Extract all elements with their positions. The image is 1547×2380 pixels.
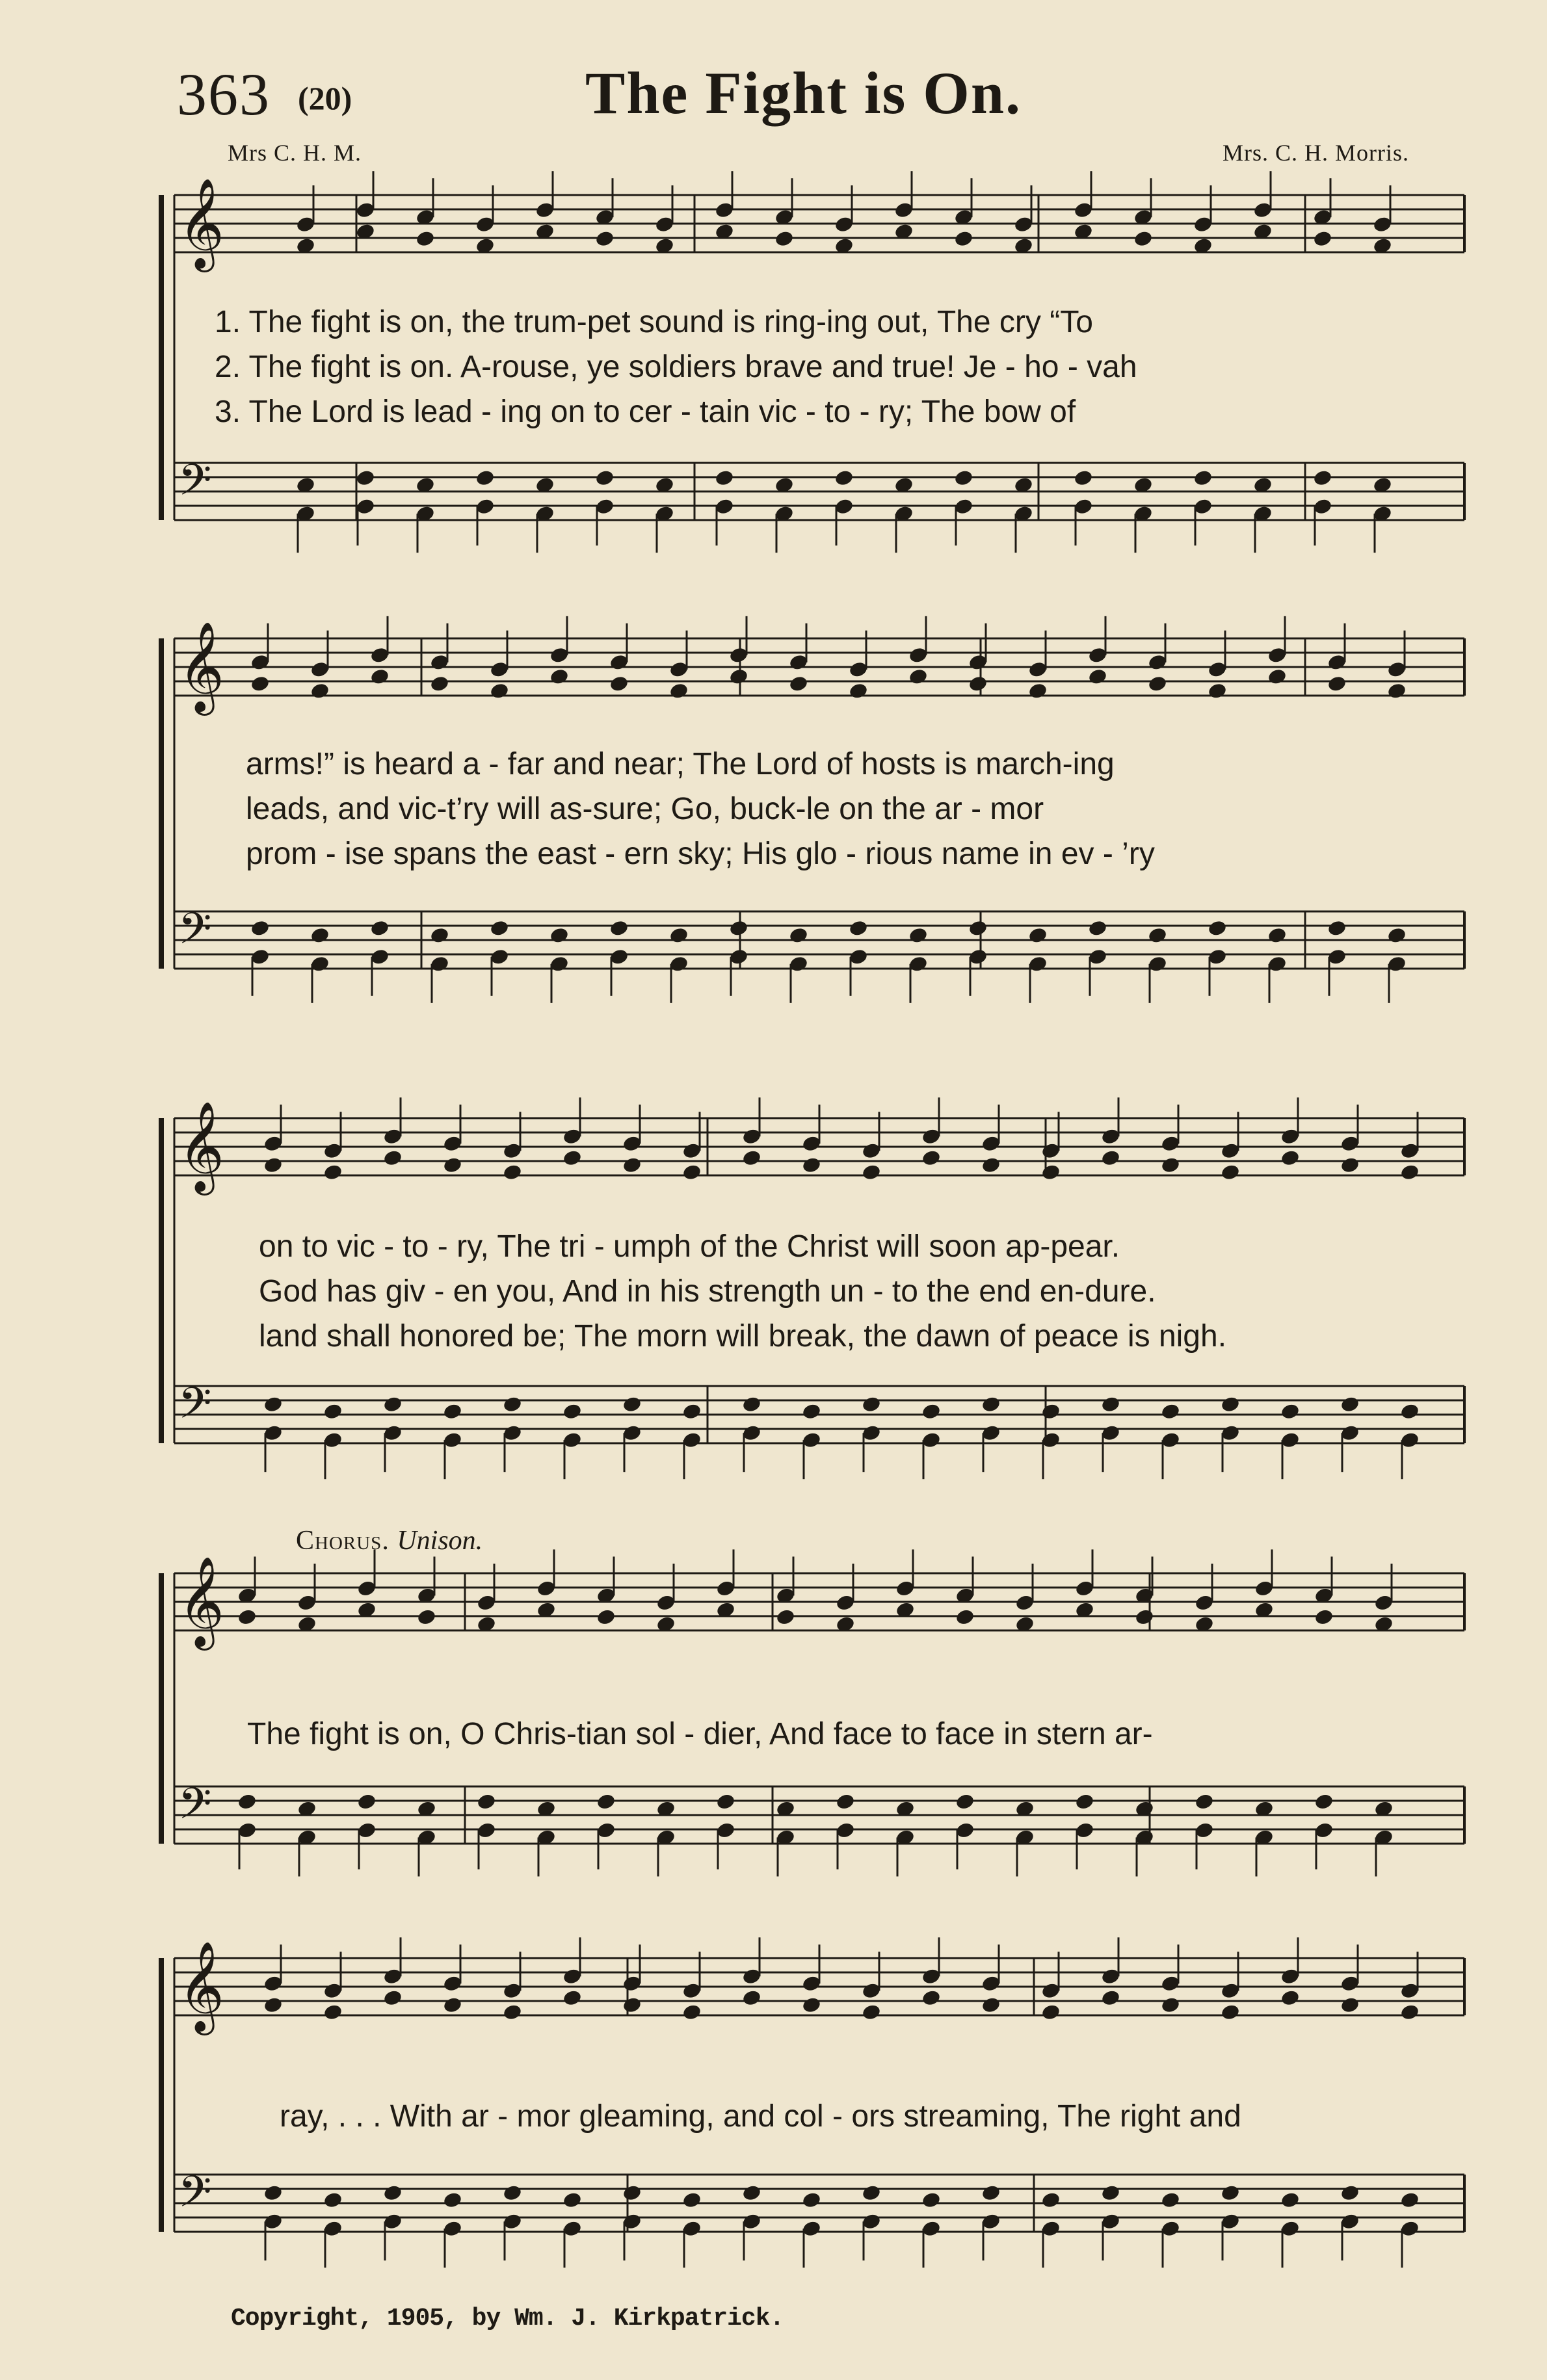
bass-notehead (861, 2184, 881, 2202)
bass-notehead (1160, 1402, 1180, 1420)
bass-notehead (1386, 926, 1407, 945)
bass-notehead (1314, 1793, 1334, 1811)
treble-notehead (1314, 1608, 1334, 1627)
bass-notehead (1087, 919, 1107, 937)
bass-notehead (1280, 1402, 1300, 1420)
treble-clef-icon: 𝄞 (178, 1941, 224, 2032)
chorus-label (296, 1525, 483, 1556)
bass-notehead (1194, 1793, 1214, 1811)
treble-notehead (382, 1149, 403, 1167)
bass-notehead (715, 1793, 735, 1811)
bass-notehead (835, 1793, 855, 1811)
bass-notehead (921, 1402, 941, 1420)
treble-notehead (596, 1608, 616, 1627)
bass-notehead (622, 1395, 642, 1413)
treble-notehead (908, 668, 928, 686)
lyric-line: God has giv - en you, And in his strength un - to the end en-dure. (259, 1274, 1156, 1309)
bass-notehead (981, 2184, 1001, 2202)
treble-notehead (382, 1989, 403, 2007)
treble-notehead (237, 1608, 257, 1627)
lyric-line: land shall honored be; The morn will break, the dawn of peace is nigh. (259, 1319, 1227, 1353)
treble-notehead (1220, 1163, 1240, 1181)
bass-notehead (1267, 926, 1287, 945)
treble-notehead (968, 675, 988, 693)
treble-notehead (1340, 1156, 1360, 1174)
bass-notehead (476, 1793, 496, 1811)
bass-notehead (953, 469, 973, 487)
chorus-heading: Chorus. (296, 1526, 390, 1556)
bass-notehead (668, 926, 689, 945)
treble-notehead (1134, 1608, 1154, 1627)
bass-notehead (562, 2191, 582, 2209)
music-credit: Mrs C. H. M. (228, 140, 362, 166)
treble-notehead (263, 1996, 283, 2014)
bass-clef-icon: 𝄢 (178, 904, 212, 964)
bass-notehead (489, 919, 509, 937)
unison-marking: Unison. (397, 1526, 483, 1556)
treble-notehead (323, 1163, 343, 1181)
bass-notehead (1040, 1402, 1061, 1420)
bass-notehead (622, 2184, 642, 2202)
treble-notehead (250, 675, 270, 693)
bass-notehead (741, 2184, 761, 2202)
treble-notehead (1312, 229, 1332, 248)
bass-notehead (1040, 2191, 1061, 2209)
bass-notehead (442, 1402, 462, 1420)
bass-notehead (475, 469, 495, 487)
bass-notehead (1399, 1402, 1420, 1420)
bass-notehead (681, 1402, 702, 1420)
bass-notehead (442, 2191, 462, 2209)
bass-notehead (861, 1395, 881, 1413)
treble-notehead (1133, 229, 1153, 248)
treble-notehead (1027, 682, 1048, 700)
treble-notehead (1160, 1996, 1180, 2014)
treble-notehead (1087, 668, 1107, 686)
bass-notehead (502, 1395, 522, 1413)
bass-clef-icon: 𝄢 (178, 1378, 212, 1439)
bass-notehead (1220, 2184, 1240, 2202)
bass-notehead (801, 1402, 821, 1420)
bass-notehead (1207, 919, 1227, 937)
treble-notehead (728, 668, 748, 686)
treble-notehead (622, 1156, 642, 1174)
hymn-number: 363 (177, 61, 271, 127)
lyric-line: leads, and vic-t’ry will as-sure; Go, buck-le on the ar - mor (246, 792, 1044, 826)
bass-clef-icon: 𝄢 (178, 1779, 212, 1839)
treble-notehead (1386, 682, 1407, 700)
treble-notehead (502, 2003, 522, 2021)
treble-notehead (1100, 1149, 1120, 1167)
treble-notehead (801, 1156, 821, 1174)
treble-notehead (1267, 668, 1287, 686)
bass-notehead (1220, 1395, 1240, 1413)
treble-clef-icon: 𝄞 (178, 178, 224, 268)
bass-notehead (549, 926, 569, 945)
bass-notehead (908, 926, 928, 945)
treble-notehead (562, 1149, 582, 1167)
lyric-line: prom - ise spans the east - ern sky; His glo - rious name in ev - ’ry (246, 837, 1155, 871)
lyric-line: 3. The Lord is lead - ing on to cer - tain vic - to - ry; The bow of (215, 395, 1076, 429)
treble-notehead (1040, 1163, 1061, 1181)
bass-notehead (741, 1395, 761, 1413)
bass-notehead (382, 1395, 403, 1413)
bass-notehead (1147, 926, 1167, 945)
page-reference: (20) (298, 80, 352, 116)
treble-notehead (549, 668, 569, 686)
bass-notehead (728, 919, 748, 937)
treble-notehead (955, 1608, 975, 1627)
treble-clef-icon: 𝄞 (178, 621, 224, 712)
treble-notehead (981, 1156, 1001, 1174)
treble-clef-icon: 𝄞 (178, 1556, 224, 1647)
treble-notehead (953, 229, 973, 248)
treble-notehead (1280, 1989, 1300, 2007)
treble-notehead (1100, 1989, 1120, 2007)
lyric-line: on to vic - to - ry, The tri - umph of the Christ will soon ap-pear. (259, 1229, 1120, 1264)
bass-notehead (323, 1402, 343, 1420)
bass-notehead (250, 919, 270, 937)
treble-notehead (1327, 675, 1347, 693)
treble-notehead (848, 682, 868, 700)
treble-notehead (775, 1608, 795, 1627)
treble-notehead (594, 229, 615, 248)
bass-notehead (1073, 469, 1093, 487)
treble-notehead (1207, 682, 1227, 700)
bass-notehead (955, 1793, 975, 1811)
treble-notehead (622, 1996, 642, 2014)
treble-notehead (1147, 675, 1167, 693)
treble-notehead (788, 675, 808, 693)
treble-notehead (741, 1989, 761, 2007)
bass-notehead (502, 2184, 522, 2202)
lyric-line: ray, . . . With ar - mor gleaming, and col - ors streaming, The right and (280, 2099, 1241, 2134)
bass-clef-icon: 𝄢 (178, 2167, 212, 2227)
bass-notehead (981, 1395, 1001, 1413)
treble-notehead (1399, 1163, 1420, 1181)
bass-notehead (1340, 1395, 1360, 1413)
bass-notehead (968, 919, 988, 937)
bass-notehead (310, 926, 330, 945)
bass-notehead (237, 1793, 257, 1811)
bass-notehead (1160, 2191, 1180, 2209)
treble-notehead (741, 1149, 761, 1167)
bass-notehead (562, 1402, 582, 1420)
treble-notehead (263, 1156, 283, 1174)
treble-notehead (310, 682, 330, 700)
treble-clef-icon: 𝄞 (178, 1101, 224, 1192)
bass-notehead (596, 1793, 616, 1811)
lyric-line: The fight is on, O Chris-tian sol - dier, And face to face in stern ar- (247, 1717, 1153, 1751)
bass-notehead (1327, 919, 1347, 937)
treble-notehead (774, 229, 794, 248)
bass-notehead (1340, 2184, 1360, 2202)
bass-notehead (323, 2191, 343, 2209)
treble-notehead (861, 1163, 881, 1181)
bass-notehead (1312, 469, 1332, 487)
bass-notehead (356, 1793, 377, 1811)
lyric-line: 1. The fight is on, the trum-pet sound is ring-ing out, The cry “To (215, 305, 1093, 339)
bass-notehead (382, 2184, 403, 2202)
treble-notehead (442, 1996, 462, 2014)
bass-notehead (263, 2184, 283, 2202)
bass-notehead (609, 919, 629, 937)
treble-notehead (921, 1149, 941, 1167)
treble-notehead (562, 1989, 582, 2007)
treble-notehead (369, 668, 390, 686)
bass-notehead (1193, 469, 1213, 487)
treble-notehead (442, 1156, 462, 1174)
bass-notehead (921, 2191, 941, 2209)
bass-notehead (801, 2191, 821, 2209)
treble-notehead (1040, 2003, 1061, 2021)
treble-notehead (681, 2003, 702, 2021)
lyric-line: arms!” is heard a - far and near; The Lord of hosts is march-ing (246, 747, 1115, 781)
bass-notehead (714, 469, 734, 487)
bass-notehead (263, 1395, 283, 1413)
treble-notehead (668, 682, 689, 700)
bass-notehead (1074, 1793, 1094, 1811)
treble-notehead (681, 1163, 702, 1181)
bass-notehead (1280, 2191, 1300, 2209)
treble-notehead (1280, 1149, 1300, 1167)
bass-notehead (369, 919, 390, 937)
copyright-notice: Copyright, 1905, by Wm. J. Kirkpatrick. (231, 2305, 784, 2333)
bass-notehead (1100, 2184, 1120, 2202)
words-credit: Mrs. C. H. Morris. (1222, 140, 1409, 166)
treble-notehead (1160, 1156, 1180, 1174)
bass-clef-icon: 𝄢 (178, 455, 212, 516)
bass-notehead (594, 469, 615, 487)
hymn-title: The Fight is On. (585, 60, 1022, 126)
treble-notehead (416, 1608, 436, 1627)
treble-notehead (921, 1989, 941, 2007)
treble-notehead (489, 682, 509, 700)
bass-notehead (355, 469, 375, 487)
bass-notehead (1027, 926, 1048, 945)
treble-notehead (429, 675, 449, 693)
treble-notehead (415, 229, 435, 248)
treble-notehead (323, 2003, 343, 2021)
lyric-line: 2. The fight is on. A-rouse, ye soldiers brave and true! Je - ho - vah (215, 350, 1137, 384)
treble-notehead (801, 1996, 821, 2014)
treble-notehead (1220, 2003, 1240, 2021)
bass-notehead (834, 469, 854, 487)
treble-notehead (981, 1996, 1001, 2014)
bass-notehead (429, 926, 449, 945)
treble-notehead (1399, 2003, 1420, 2021)
bass-notehead (788, 926, 808, 945)
treble-notehead (502, 1163, 522, 1181)
bass-notehead (1100, 1395, 1120, 1413)
bass-notehead (681, 2191, 702, 2209)
bass-notehead (848, 919, 868, 937)
treble-notehead (861, 2003, 881, 2021)
bass-notehead (1399, 2191, 1420, 2209)
treble-notehead (609, 675, 629, 693)
treble-notehead (1340, 1996, 1360, 2014)
